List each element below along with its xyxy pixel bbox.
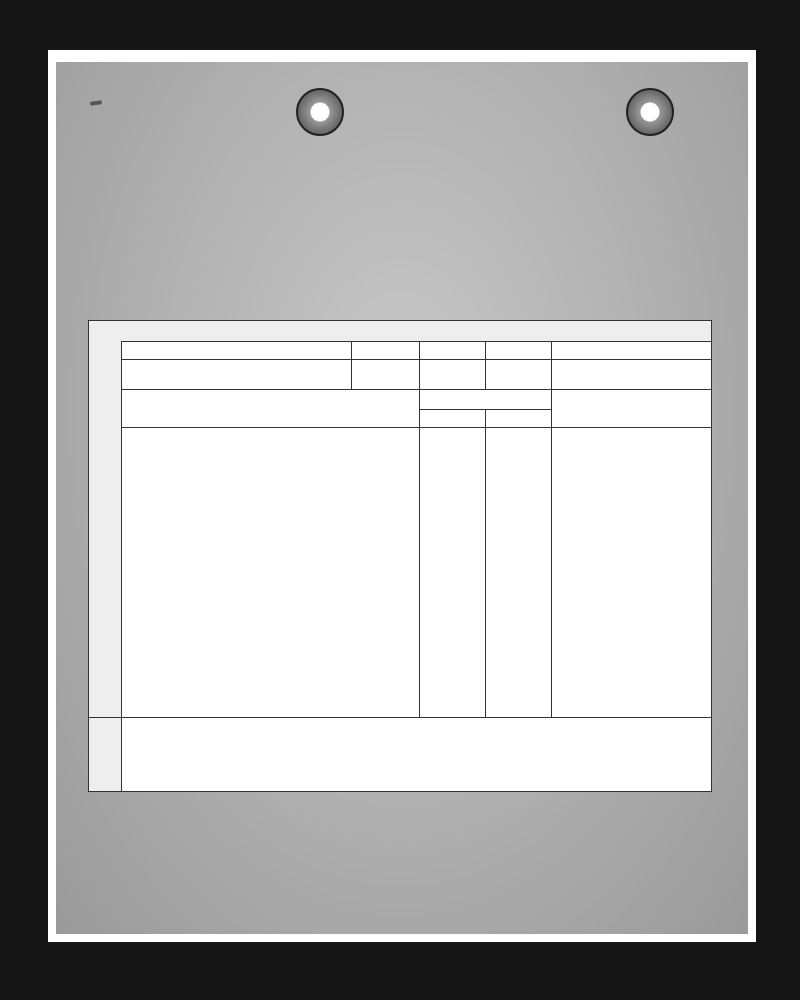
cits-emblem-icon	[296, 88, 344, 136]
price-table	[88, 320, 712, 792]
otcsc-emblem-icon	[626, 88, 674, 136]
slogan-logo	[90, 90, 250, 140]
table-title	[121, 321, 711, 342]
slogan-text	[90, 100, 102, 106]
table-side-label	[89, 321, 122, 791]
